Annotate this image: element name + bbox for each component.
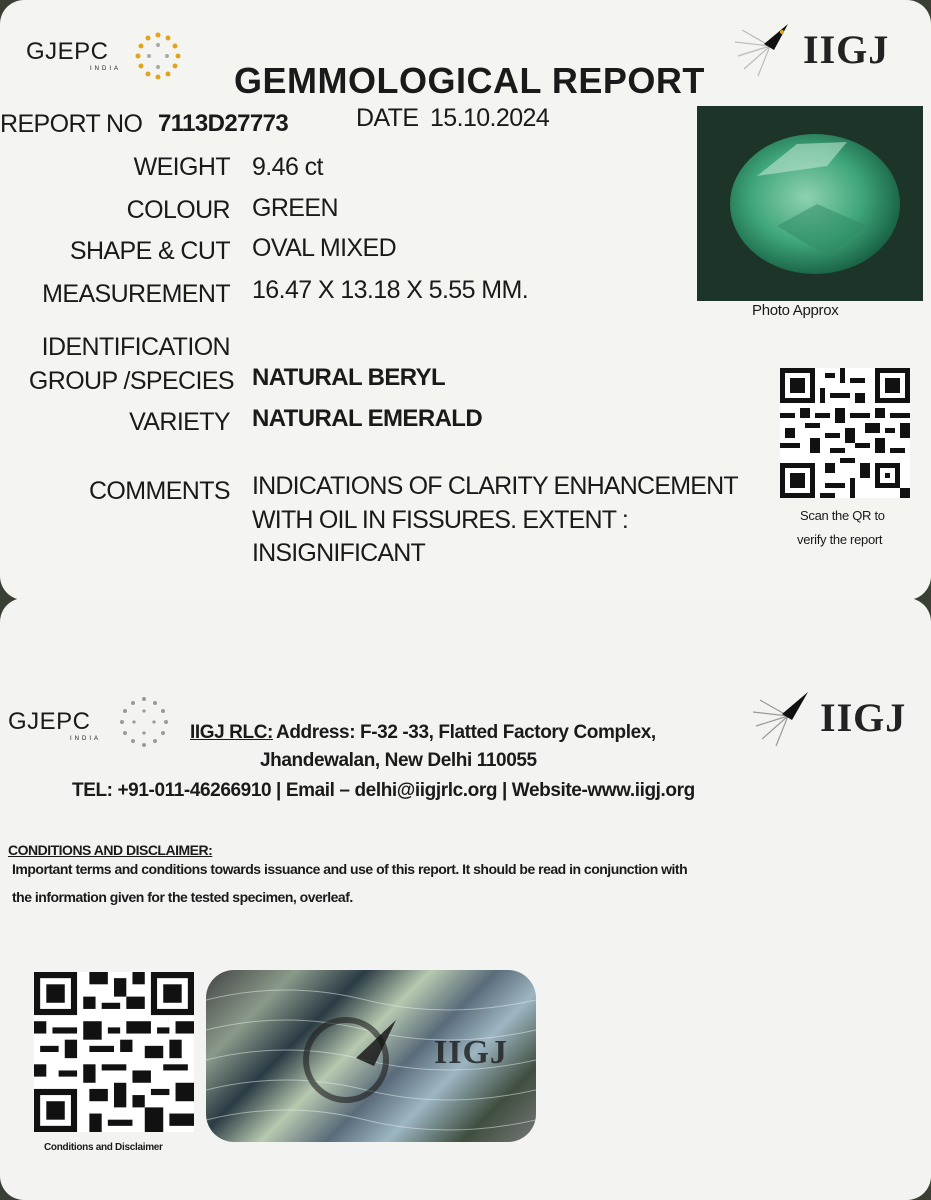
conditions-qr-caption: Conditions and Disclaimer	[44, 1142, 163, 1153]
gem-photo	[697, 106, 923, 301]
gjepc-logo	[26, 38, 109, 66]
back-gjepc-emblem-icon	[116, 694, 172, 750]
qr-caption-2: verify the report	[797, 532, 883, 547]
shape-cut-label: SHAPE & CUT	[69, 237, 230, 265]
photo-caption: Photo Approx	[752, 302, 839, 319]
address-label: IIGJ RLC:	[190, 722, 273, 743]
date-label: DATE	[356, 104, 419, 132]
group-species-value: NATURAL BERYL	[252, 364, 446, 391]
back-gjepc-logo-text: GJEPC	[8, 708, 91, 735]
measurement-label: MEASUREMENT	[42, 280, 230, 308]
measurement-value: 16.47 X 13.18 X 5.55 MM.	[252, 276, 529, 304]
report-no-value: 7113D27773	[158, 110, 289, 137]
conditions-qr-code[interactable]	[34, 972, 194, 1132]
address-line-1: Address: F-32 -33, Flatted Factory Complex,	[276, 722, 656, 743]
gjepc-logo-sub: INDIA	[90, 66, 122, 72]
weight-value: 9.46 ct	[252, 153, 323, 181]
variety-value: NATURAL EMERALD	[252, 405, 483, 432]
group-species-label: GROUP /SPECIES	[28, 367, 234, 395]
security-hologram	[206, 970, 536, 1142]
comments-line-1: INDICATIONS OF CLARITY ENHANCEMENT	[252, 472, 738, 500]
colour-value: GREEN	[252, 194, 338, 222]
comments-line-3: INSIGNIFICANT	[252, 539, 425, 567]
iigj-emblem-icon	[730, 14, 800, 80]
date-value: 15.10.2024	[430, 104, 550, 132]
disclaimer-heading: CONDITIONS AND DISCLAIMER:	[8, 842, 213, 858]
gjepc-emblem-icon	[132, 30, 184, 82]
disclaimer-line-2: the information given for the tested specimen, overleaf.	[12, 889, 353, 905]
report-back-card	[0, 598, 931, 1200]
back-iigj-emblem-icon	[748, 684, 818, 750]
identification-label: IDENTIFICATION	[41, 333, 230, 361]
colour-label: COLOUR	[126, 196, 230, 224]
disclaimer-line-1: Important terms and conditions towards issuance and use of this report. It should be read in conjunction with	[12, 861, 688, 877]
comments-line-2: WITH OIL IN FISSURES. EXTENT :	[252, 506, 629, 534]
verify-qr-code[interactable]	[780, 368, 910, 498]
report-no-label: REPORT NO	[0, 110, 143, 138]
iigj-logo-text: IIGJ	[803, 27, 890, 72]
address-line-2: Jhandewalan, New Delhi 110055	[260, 750, 537, 771]
variety-label: VARIETY	[129, 408, 230, 436]
gjepc-logo-text: GJEPC	[26, 38, 109, 65]
qr-caption-1: Scan the QR to	[800, 508, 885, 523]
comments-label: COMMENTS	[88, 477, 230, 505]
emerald-gem-icon	[697, 106, 923, 301]
hologram-iigj-text: IIGJ	[434, 1034, 508, 1071]
report-title: GEMMOLOGICAL REPORT	[234, 60, 705, 101]
back-iigj-logo-text: IIGJ	[820, 695, 907, 740]
back-gjepc-logo-sub: INDIA	[70, 736, 102, 742]
shape-cut-value: OVAL MIXED	[252, 234, 397, 262]
weight-label: WEIGHT	[133, 153, 230, 181]
contact-line: TEL: +91-011-46266910 | Email – delhi@iigjrlc.org | Website-www.iigj.org	[72, 780, 695, 801]
